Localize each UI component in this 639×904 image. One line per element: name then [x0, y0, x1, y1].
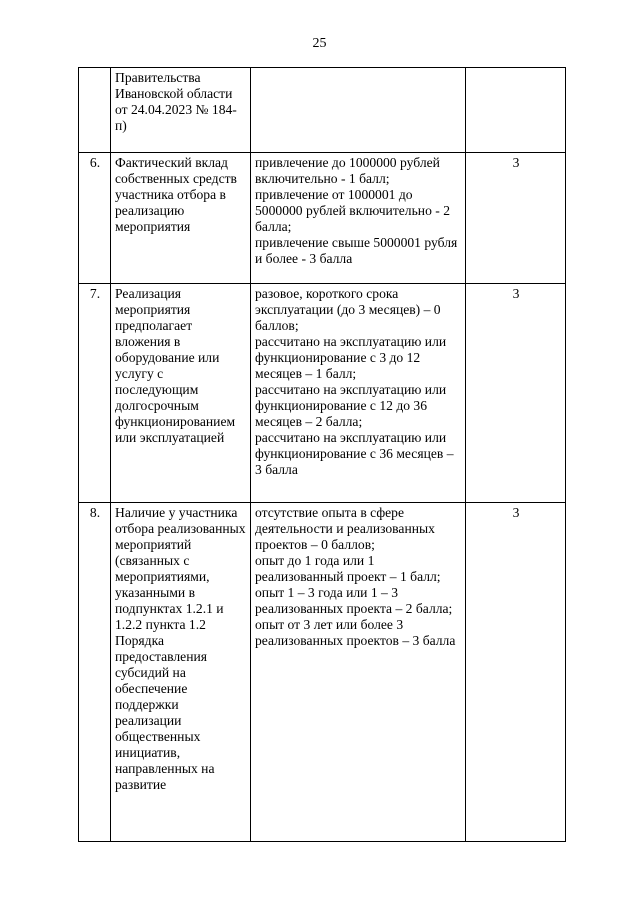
max-score: 3: [466, 503, 566, 842]
criterion-scale: [251, 284, 466, 503]
scale-item: рассчитано на эксплуатацию или функционирование с 36 месяцев – 3 балла: [255, 430, 454, 477]
criterion-name: Правительства Ивановской области от 24.04.2023 № 184-п): [111, 68, 251, 153]
row-number: 8.: [79, 503, 111, 842]
row-number: 6.: [79, 153, 111, 284]
criterion-name: Реализация мероприятия предполагает вложения в оборудование или услугу с последующим долгосрочным функционированием или эксплуатацией: [111, 284, 251, 503]
max-score: 3: [466, 284, 566, 503]
criterion-scale: [251, 68, 466, 153]
table-row: [79, 153, 566, 284]
row-number: [79, 68, 111, 153]
scale-item: опыт 1 – 3 года или 1 – 3 реализованных проекта – 2 балла;: [255, 585, 453, 616]
scale-item: привлечение свыше 5000001 рубля и более - 3 балла: [255, 235, 458, 266]
scale-item: рассчитано на эксплуатацию или функционирование с 3 до 12 месяцев – 1 балл;: [255, 334, 447, 381]
scale-item: разовое, короткого срока эксплуатации (до 3 месяцев) – 0 баллов;: [255, 286, 441, 333]
criterion-scale: [251, 153, 466, 284]
max-score: 3: [466, 153, 566, 284]
scale-item: опыт от 3 лет или более 3 реализованных проектов – 3 балла: [255, 617, 456, 648]
criterion-name: Наличие у участника отбора реализованных мероприятий (связанных с мероприятиями, указанными в подпунктах 1.2.1 и 1.2.2 пункта 1.2 Порядка предоставления субсидий на обеспечение поддержки реализации общественных инициатив, направленных на развитие: [111, 503, 251, 842]
scale-item: отсутствие опыта в сфере деятельности и реализованных проектов – 0 баллов;: [255, 505, 435, 552]
table-row: [79, 68, 566, 153]
scale-item: привлечение до 1000000 рублей включительно - 1 балл;: [255, 155, 440, 186]
table-row: [79, 284, 566, 503]
criteria-table: [78, 67, 566, 842]
row-number: 7.: [79, 284, 111, 503]
max-score: [466, 68, 566, 153]
criterion-scale: [251, 503, 466, 842]
page-number: 25: [312, 36, 327, 51]
scale-item: опыт до 1 года или 1 реализованный проект – 1 балл;: [255, 553, 441, 584]
table-row: [79, 503, 566, 842]
scale-item: привлечение от 1000001 до 5000000 рублей включительно - 2 балла;: [255, 187, 450, 234]
scale-item: рассчитано на эксплуатацию или функционирование с 12 до 36 месяцев – 2 балла;: [255, 382, 447, 429]
criterion-name: Фактический вклад собственных средств участника отбора в реализацию мероприятия: [111, 153, 251, 284]
